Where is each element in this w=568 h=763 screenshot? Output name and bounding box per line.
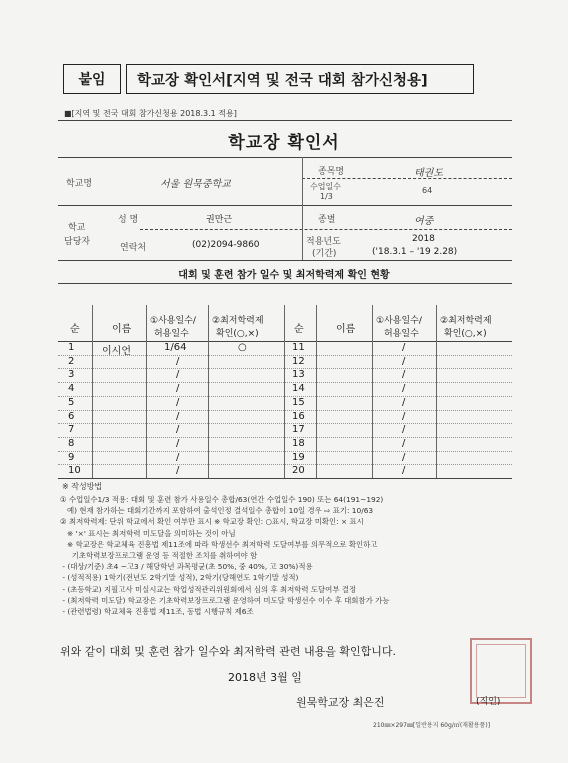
row-no-right: 19	[292, 451, 305, 463]
header-no-right: 순	[294, 324, 304, 335]
row-no-left: 6	[68, 410, 75, 422]
phone-label: 연락처	[120, 243, 147, 253]
info-rule-3	[58, 205, 512, 206]
row-divider	[58, 382, 512, 383]
row-days-left: /	[176, 383, 180, 395]
event-label: 종목명	[318, 167, 345, 177]
row-no-right: 15	[292, 396, 305, 408]
col-sep-2	[146, 305, 147, 478]
name-value: 권만근	[206, 215, 233, 225]
method-line: ※ 학교장은 학교체육 진흥법 제11조에 따라 학생선수 최저학력 도달여부를 의무적으로 확인하고	[60, 539, 378, 549]
method-line: ※ '×' 표시는 최저학력 미도달을 의미하는 것이 아님	[60, 528, 236, 538]
school-label: 학교명	[66, 179, 93, 189]
row-no-left: 7	[68, 424, 75, 436]
row-days-left: /	[176, 355, 180, 367]
row-no-left: 4	[68, 383, 75, 395]
col-sep-6	[372, 305, 373, 478]
header-no-left: 순	[70, 324, 80, 335]
header-name-right: 이름	[336, 324, 356, 335]
kind-value: 여중	[414, 216, 434, 227]
col-sep-1	[92, 305, 93, 478]
row-days-left: /	[176, 396, 180, 408]
row-divider	[58, 355, 512, 356]
header-days-left-2: 허용일수	[154, 329, 189, 339]
header-days-right-2: 허용일수	[384, 329, 419, 339]
header-title: 학교장 확인서[지역 및 전국 대회 참가신청용]	[126, 64, 474, 94]
info-rule-4	[140, 229, 512, 230]
method-line: - (대상/기준) 초4 ~고3 / 해당학년 과목평균(초 50%, 중 40%, 고 30%)적용	[60, 562, 313, 572]
info-rule-2	[302, 178, 512, 179]
method-line: - (최저학력 미도달) 학교장은 기초학력보장프로그램 운영하여 미도달 학생선수 이수 후 대회참가 가능	[60, 595, 390, 605]
col-sep-7	[436, 305, 437, 478]
closing-signer: 원묵학교장 최은진	[296, 696, 385, 709]
row-divider	[58, 410, 512, 411]
row-days-right: /	[402, 451, 406, 463]
event-value: 태권도	[414, 168, 443, 179]
method-line: ② 최저학력제: 단위 학교에서 확인 여부만 표시 ※ 학교장 확인: ○표시, 학교장 미확인: × 표시	[60, 517, 364, 527]
row-no-left: 5	[68, 396, 75, 408]
manager-label-1: 학교	[68, 223, 86, 233]
row-divider	[58, 368, 512, 369]
name-label: 성 명	[118, 215, 139, 225]
attachment-tag: 붙임	[63, 64, 121, 94]
row-divider	[58, 451, 512, 452]
year-label-1: 적용년도	[306, 237, 341, 247]
col-sep-3	[208, 305, 209, 478]
row-days-right: /	[402, 383, 406, 395]
table-title: 대회 및 훈련 참가 일수 및 최저학력제 확인 현황	[178, 270, 390, 281]
row-no-left: 1	[68, 342, 75, 353]
row-days-right: /	[402, 465, 406, 477]
table-top-rule	[58, 283, 512, 284]
table-bottom-rule	[58, 478, 512, 479]
header-days-right-1: ①사용일수/	[376, 316, 422, 326]
header-min-right-1: ②최저학력제	[440, 316, 492, 326]
row-days-right: /	[402, 342, 406, 353]
manager-label-2: 담당자	[64, 237, 91, 247]
header-days-left-1: ①사용일수/	[150, 316, 196, 326]
row-divider	[58, 437, 512, 438]
days-value: 64	[422, 186, 433, 195]
header-min-left-2: 확인(○,×)	[216, 329, 259, 339]
year-label-2: (기간)	[312, 249, 337, 259]
row-days-left: /	[176, 465, 180, 477]
col-sep-5	[316, 305, 317, 478]
header-min-left-1: ②최저학력제	[212, 316, 264, 326]
row-no-right: 16	[292, 410, 305, 422]
paper-spec-footer: 210㎜×297㎜[일반용지 60g/㎡(재활용품)]	[373, 722, 491, 729]
applicability-note: ■[지역 및 전국 대회 참가신청용 2018.3.1 적용]	[64, 109, 237, 118]
col-sep-4	[284, 305, 285, 478]
year-value-2: ('18.3.1 – '19 2.28)	[372, 247, 458, 257]
row-days-right: /	[402, 424, 406, 436]
seal-label: (직인)	[476, 697, 501, 707]
method-line: 예) 현재 참가하는 대회기간까지 포함하여 출석인정 결석일수 총합이 10일 경우 ⇨ 표기: 10/63	[60, 506, 374, 516]
row-no-right: 17	[292, 424, 305, 436]
phone-value: (02)2094-9860	[192, 240, 260, 250]
top-rule	[58, 120, 512, 121]
row-days-left: /	[176, 424, 180, 436]
row-divider	[58, 464, 512, 465]
row-days-left: /	[176, 410, 180, 422]
closing-date: 2018년 3월 일	[228, 671, 302, 684]
header-min-right-2: 확인(○,×)	[444, 329, 487, 339]
row-no-right: 13	[292, 369, 305, 381]
row-no-right: 11	[292, 342, 305, 353]
row-no-right: 18	[292, 437, 305, 449]
row-divider	[58, 423, 512, 424]
row-days-left: 1/64	[164, 342, 187, 353]
school-value: 서울 원묵중학교	[160, 179, 231, 190]
row-name-left: 이시언	[102, 346, 131, 357]
method-line: - (초등학교) 지필고사 미실시교는 학업성적관리위원회에서 심의 후 최저학력 도달여부 결정	[60, 584, 357, 594]
row-no-right: 12	[292, 355, 305, 367]
method-heading: ※ 작성방법	[62, 482, 103, 491]
row-no-left: 2	[68, 355, 75, 367]
row-no-right: 20	[292, 465, 305, 477]
row-mark-left: ○	[238, 342, 247, 353]
row-no-right: 14	[292, 383, 305, 395]
method-line: 기초학력보장프로그램 운영 등 적절한 조치를 취하여야 함	[60, 551, 258, 560]
method-line: - (관련법령) 학교체육 진흥법 제11조, 동법 시행규칙 제6조	[60, 607, 254, 616]
row-divider	[58, 396, 512, 397]
row-days-right: /	[402, 396, 406, 408]
row-no-left: 9	[68, 451, 75, 463]
row-days-right: /	[402, 369, 406, 381]
method-line: ① 수업일수1/3 적용: 대회 및 훈련 참가 사용일수 총합/63(연간 수업일수 190) 또는 64(191~192)	[60, 495, 384, 504]
row-no-left: 10	[68, 465, 81, 477]
row-no-left: 8	[68, 437, 75, 449]
info-divider	[302, 157, 303, 260]
row-days-left: /	[176, 451, 180, 463]
info-rule-5	[58, 260, 512, 261]
row-no-left: 3	[68, 369, 75, 381]
row-days-right: /	[402, 437, 406, 449]
document-title: 학교장 확인서	[228, 133, 340, 153]
year-value-1: 2018	[412, 234, 435, 244]
days-label-1: 수업일수	[310, 182, 341, 191]
closing-statement: 위와 같이 대회 및 훈련 참가 일수와 최저학력 관련 내용을 확인합니다.	[60, 645, 396, 658]
row-days-right: /	[402, 355, 406, 367]
info-rule-1	[58, 157, 512, 158]
header-name-left: 이름	[112, 324, 132, 335]
kind-label: 종별	[318, 215, 336, 225]
row-days-left: /	[176, 369, 180, 381]
method-line: - (성적적용) 1학기(전년도 2학기말 성적), 2학기(당해연도 1학기말 성적)	[60, 573, 299, 583]
row-days-left: /	[176, 437, 180, 449]
row-days-right: /	[402, 410, 406, 422]
days-label-2: 1/3	[320, 192, 333, 201]
